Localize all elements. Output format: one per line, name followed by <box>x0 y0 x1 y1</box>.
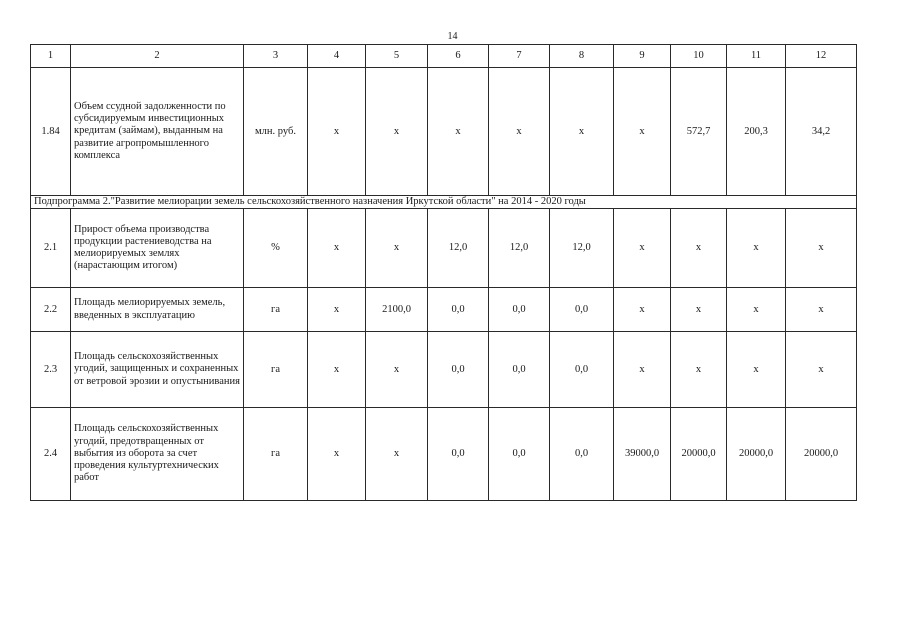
row-value: х <box>366 332 428 408</box>
page-number: 14 <box>447 31 458 42</box>
row-number: 1.84 <box>31 68 71 196</box>
row-value: х <box>308 408 366 501</box>
column-header: 3 <box>244 45 308 68</box>
row-value: 12,0 <box>428 209 489 288</box>
column-header: 5 <box>366 45 428 68</box>
row-value: х <box>308 68 366 196</box>
table-row <box>31 288 857 332</box>
row-value: х <box>727 209 786 288</box>
row-unit: га <box>244 408 308 501</box>
row-number: 2.2 <box>31 288 71 332</box>
row-value: 20000,0 <box>786 408 857 501</box>
row-value: х <box>786 288 857 332</box>
column-header: 8 <box>550 45 614 68</box>
row-value: х <box>614 68 671 196</box>
row-value: 0,0 <box>428 408 489 501</box>
row-value: х <box>550 68 614 196</box>
row-value: 0,0 <box>428 288 489 332</box>
row-value: х <box>308 209 366 288</box>
row-value: х <box>671 332 727 408</box>
column-header: 10 <box>671 45 727 68</box>
row-value: х <box>727 288 786 332</box>
row-value: х <box>727 332 786 408</box>
row-value: х <box>786 332 857 408</box>
column-header: 2 <box>71 45 244 68</box>
row-value: 12,0 <box>489 209 550 288</box>
row-value: 200,3 <box>727 68 786 196</box>
column-header: 4 <box>308 45 366 68</box>
row-value: 0,0 <box>550 408 614 501</box>
row-description: Объем ссудной задолженности по субсидируемым инвестиционных кредитам (займам), выданным на развитие агропромышленного комплекса <box>71 68 244 196</box>
column-header: 1 <box>31 45 71 68</box>
row-unit: га <box>244 288 308 332</box>
row-description: Площадь сельскохозяйственных угодий, предотвращенных от выбытия из оборота за счет проведения культуртехнических работ <box>71 408 244 501</box>
row-value: х <box>366 68 428 196</box>
row-value: 572,7 <box>671 68 727 196</box>
row-value: х <box>366 408 428 501</box>
row-value: х <box>786 209 857 288</box>
row-number: 2.4 <box>31 408 71 501</box>
row-value: х <box>671 209 727 288</box>
row-unit: % <box>244 209 308 288</box>
table-row <box>31 68 857 196</box>
row-value: 2100,0 <box>366 288 428 332</box>
row-value: 0,0 <box>489 408 550 501</box>
row-value: х <box>671 288 727 332</box>
column-header: 7 <box>489 45 550 68</box>
column-header: 9 <box>614 45 671 68</box>
row-value: х <box>366 209 428 288</box>
column-header: 6 <box>428 45 489 68</box>
row-number: 2.1 <box>31 209 71 288</box>
row-description: Площадь сельскохозяйственных угодий, защищенных и сохраненных от ветровой эрозии и опустынивания <box>71 332 244 408</box>
row-value: х <box>428 68 489 196</box>
row-value: х <box>614 288 671 332</box>
subprogram-row <box>31 196 857 209</box>
row-value: 34,2 <box>786 68 857 196</box>
column-header: 12 <box>786 45 857 68</box>
row-number: 2.3 <box>31 332 71 408</box>
row-value: 0,0 <box>489 332 550 408</box>
row-value: 39000,0 <box>614 408 671 501</box>
column-header: 11 <box>727 45 786 68</box>
row-unit: млн. руб. <box>244 68 308 196</box>
row-value: 0,0 <box>489 288 550 332</box>
row-value: 12,0 <box>550 209 614 288</box>
row-value: х <box>614 209 671 288</box>
table-row <box>31 209 857 288</box>
column-number-row <box>31 45 857 68</box>
subprogram-title: Подпрограмма 2."Развитие мелиорации земель сельскохозяйственного назначения Иркутской области" на 2014 - 2020 годы <box>31 196 857 209</box>
indicators-table <box>30 44 857 501</box>
row-value: х <box>489 68 550 196</box>
row-value: х <box>308 332 366 408</box>
row-description: Площадь мелиорируемых земель, введенных в эксплуатацию <box>71 288 244 332</box>
table-row <box>31 408 857 501</box>
row-value: х <box>308 288 366 332</box>
row-value: 20000,0 <box>671 408 727 501</box>
row-value: 0,0 <box>428 332 489 408</box>
row-description: Прирост объема производства продукции растениеводства на мелиорируемых землях (нарастающим итогом) <box>71 209 244 288</box>
row-unit: га <box>244 332 308 408</box>
row-value: 20000,0 <box>727 408 786 501</box>
row-value: х <box>614 332 671 408</box>
table-row <box>31 332 857 408</box>
row-value: 0,0 <box>550 332 614 408</box>
row-value: 0,0 <box>550 288 614 332</box>
